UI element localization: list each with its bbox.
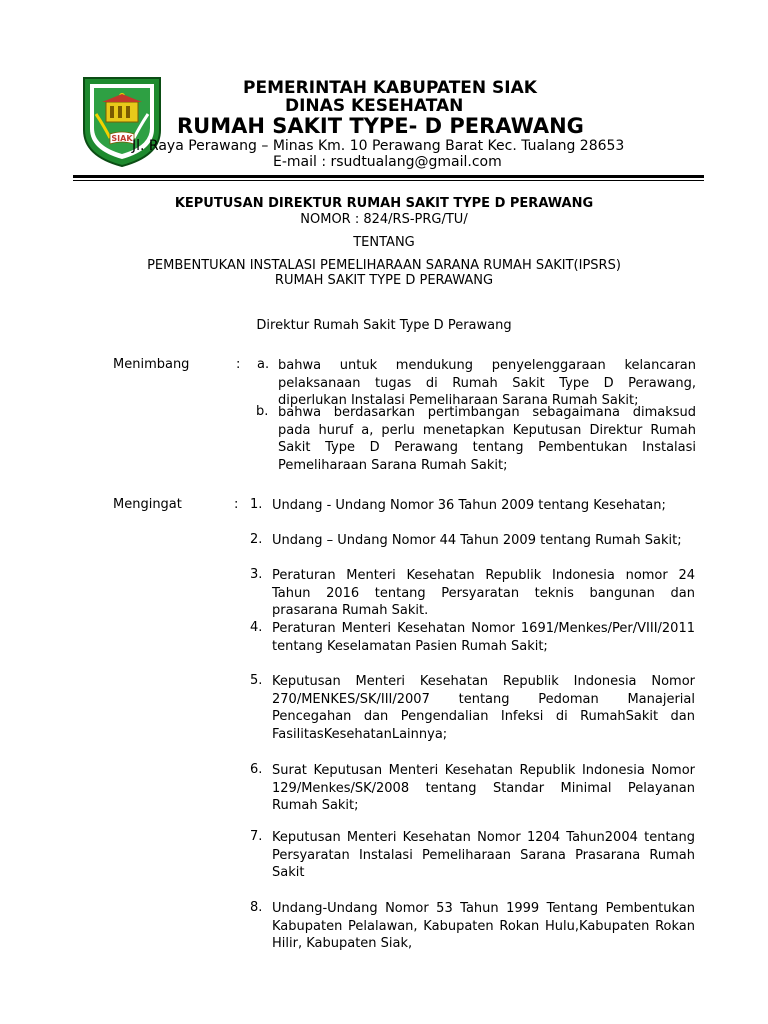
mengingat-marker-7: 7. xyxy=(250,829,263,844)
mengingat-item-8: Undang-Undang Nomor 53 Tahun 1999 Tentang Pembentukan Kabupaten Pelalawan, Kabupaten Rokan Hulu,Kabupaten Rokan Hilir, Kabupaten Siak, xyxy=(272,901,695,951)
mengingat-colon: : xyxy=(234,497,239,512)
decree-about: TENTANG xyxy=(353,235,415,250)
letterhead-divider-thick xyxy=(73,175,704,178)
mengingat-marker-5: 5. xyxy=(250,673,263,688)
mengingat-item-4: Peraturan Menteri Kesehatan Nomor 1691/Menkes/Per/VIII/2011 tentang Keselamatan Pasien Rumah Sakit; xyxy=(272,621,695,654)
menimbang-marker-b: b. xyxy=(256,404,269,419)
letterhead-department: DINAS KESEHATAN xyxy=(285,96,464,116)
menimbang-item-b: bahwa berdasarkan pertimbangan sebagaimana dimaksud pada huruf a, perlu menetapkan Keputusan Direktur Rumah Sakit Type D Perawang tentang Pembentukan Instalasi Pemeliharaan Sarana Rumah Sakit; xyxy=(278,405,696,473)
decree-issuer: Direktur Rumah Sakit Type D Perawang xyxy=(256,318,512,333)
menimbang-item-a: bahwa untuk mendukung penyelenggaraan kelancaran pelaksanaan tugas di Rumah Sakit Type D Perawang, diperlukan Instalasi Pemeliharaan Sarana Rumah Sakit; xyxy=(278,358,696,408)
mengingat-item-3: Peraturan Menteri Kesehatan Republik Indonesia nomor 24 Tahun 2016 tentang Persyaratan teknis bangunan dan prasarana Rumah Sakit. xyxy=(272,568,695,618)
letterhead-government: PEMERINTAH KABUPATEN SIAK xyxy=(243,78,537,98)
letterhead-hospital-name: RUMAH SAKIT TYPE- D PERAWANG xyxy=(177,114,584,138)
menimbang-marker-a: a. xyxy=(257,357,270,372)
decree-subject-line2: RUMAH SAKIT TYPE D PERAWANG xyxy=(274,273,494,288)
mengingat-marker-1: 1. xyxy=(250,497,263,512)
menimbang-label: Menimbang xyxy=(113,357,190,372)
mengingat-marker-4: 4. xyxy=(250,620,263,635)
mengingat-marker-6: 6. xyxy=(250,762,263,777)
decree-subject-line1: PEMBENTUKAN INSTALASI PEMELIHARAAN SARANA RUMAH SAKIT(IPSRS) xyxy=(147,258,621,273)
mengingat-item-7: Keputusan Menteri Kesehatan Nomor 1204 Tahun2004 tentang Persyaratan Instalasi Pemeliharaan Sarana Prasarana Rumah Sakit xyxy=(272,830,695,880)
decree-title: KEPUTUSAN DIREKTUR RUMAH SAKIT TYPE D PERAWANG xyxy=(174,196,594,211)
letterhead-address: Jl. Raya Perawang – Minas Km. 10 Perawang Barat Kec. Tualang 28653 xyxy=(132,138,625,154)
mengingat-label: Mengingat xyxy=(113,497,182,512)
mengingat-item-5: Keputusan Menteri Kesehatan Republik Indonesia Nomor 270/MENKES/SK/III/2007 tentang Pedoman Manajerial Pencegahan dan Pengendalian Infeksi di RumahSakit dan FasilitasKesehatanLainnya; xyxy=(272,674,695,742)
menimbang-colon: : xyxy=(236,357,241,372)
mengingat-marker-8: 8. xyxy=(250,900,263,915)
mengingat-item-2: Undang – Undang Nomor 44 Tahun 2009 tentang Rumah Sakit; xyxy=(272,533,682,548)
logo-text: SIAK xyxy=(111,134,133,143)
mengingat-item-1: Undang - Undang Nomor 36 Tahun 2009 tentang Kesehatan; xyxy=(272,498,666,513)
letterhead-divider-thin xyxy=(73,180,704,181)
decree-number: NOMOR : 824/RS-PRG/TU/ xyxy=(300,212,468,227)
letterhead-email: E-mail : rsudtualang@gmail.com xyxy=(273,154,502,170)
mengingat-item-6: Surat Keputusan Menteri Kesehatan Republik Indonesia Nomor 129/Menkes/SK/2008 tentang Standar Minimal Pelayanan Rumah Sakit; xyxy=(272,763,695,813)
mengingat-marker-2: 2. xyxy=(250,532,263,547)
mengingat-marker-3: 3. xyxy=(250,567,263,582)
